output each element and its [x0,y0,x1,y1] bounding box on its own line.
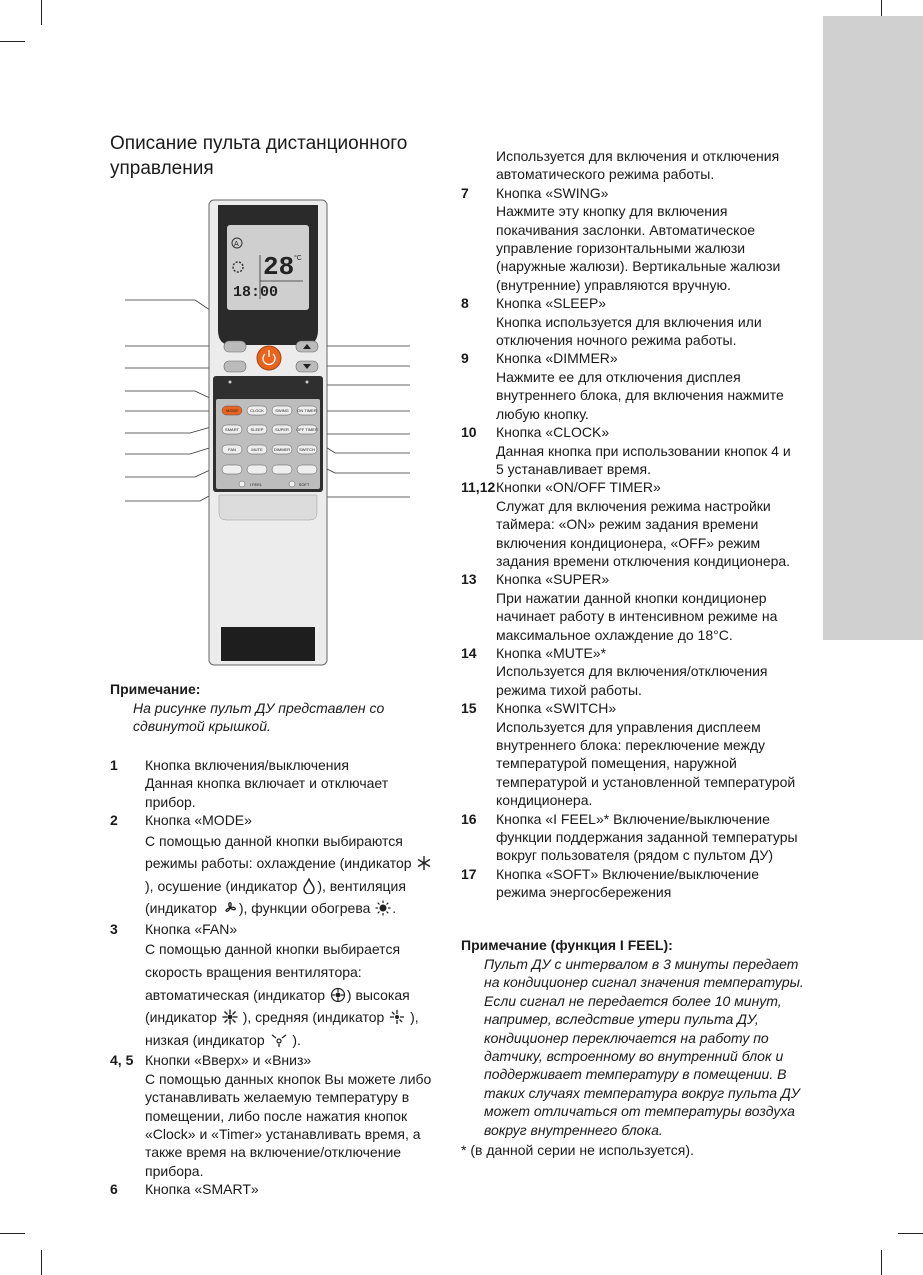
item-label: Кнопка «SLEEP» [496,295,607,312]
note-ifeel-text: Пульт ДУ с интервалом в 3 минуты передает на кондиционер сигнал значения температуры. Если сигнал не передается более 10 минут, например, вследствие утери пульта ДУ, кондиционер переключается на работу по датчику, встроенному во внутренний блок и поддерживает температуру в помещении. В таких случаях температура вокруг пульта ДУ может отличаться от температуры воздуха вокруг внутреннего блока. [484,956,804,1138]
crop-mark [881,1250,882,1275]
list-item [461,865,801,902]
item-label: Кнопки «Вверх» и «Вниз» [145,1052,312,1069]
item-label: Кнопка включения/выключения [145,757,349,773]
snowflake-icon [416,855,432,871]
key-label: I FEEL [249,482,263,487]
item-desc: Используется для управления дисплеем внутреннего блока: переключение между температурой помещения, наружной температурой и установленной температурой кондиционера. [496,718,796,809]
list-item [461,184,801,294]
key-label: MUTE [251,447,263,452]
crop-mark [41,0,42,25]
remote-illustration [120,195,415,670]
key-label: SWING [275,408,289,413]
item-label: Кнопки «ON/OFF TIMER» [496,479,661,496]
list-item [110,920,440,1051]
item-number: 13 [461,571,477,588]
list-item [110,811,440,920]
item-label: Кнопка «SMART» [145,1181,259,1198]
items-list-left [110,756,440,1199]
note-text: На рисунке пульт ДУ представлен со сдвинутой крышкой. [133,700,385,735]
list-item [461,423,801,478]
item-label: Кнопка «SOFT» Включение/выключение режима энергосбережения [496,865,760,901]
key-label: SWITCH [299,447,315,452]
key-label: MODE [226,408,238,413]
item-desc: Кнопка используется для включения или отключения ночного режима работы. [496,313,762,349]
key-label: SUPER [275,427,289,432]
crop-mark [898,1233,923,1234]
item-desc: Используется для включения и отключения автоматического режима работы. [496,148,780,183]
crop-mark [0,1233,25,1234]
sun-icon [375,900,391,916]
item-label: Кнопка «CLOCK» [496,424,610,441]
item-desc: С помощью данной кнопки выбирается скорость вращения вентилятора: автоматическая (индикатор ) высокая (индикатор ), средняя (индикатор ), низкая (индикатор ). [145,941,419,1048]
fan-medium-icon [389,1009,405,1025]
item-desc: Нажмите ее для отключения дисплея внутреннего блока, для включения нажмите любую кнопку. [496,368,784,422]
item-label: Кнопка «FAN» [145,921,238,937]
item-number: 14 [461,644,477,661]
note-ifeel-heading: Примечание (функция I FEEL): [461,937,673,953]
item-desc: Данная кнопка включает и отключает прибор. [145,775,389,810]
item-number: 2 [110,812,118,829]
drop-icon [302,878,316,894]
key-label: CLOCK [250,408,264,413]
list-item [461,294,801,349]
item-label: Кнопка «SWING» [496,184,609,201]
key-label: OFF TIMER [296,427,318,432]
item-number: 17 [461,865,477,882]
item-number: 11,12 [461,479,496,496]
list-item [461,810,801,865]
key-label: ON TIMER [297,408,317,413]
lcd-time: 18:00 [233,284,279,301]
item-number: 6 [110,1181,118,1198]
key-label: SMART [225,427,239,432]
list-item [110,1051,440,1180]
lcd-mode-letter: A [234,241,239,248]
power-button [257,346,281,370]
key-label: FAN [228,447,236,452]
item-number: 3 [110,921,118,937]
item-number: 10 [461,424,477,441]
list-item [461,349,801,423]
fan-low-icon [270,1032,288,1048]
item-desc: С помощью данной кнопки выбираются режимы работы: охлаждение (индикатор ), осушение (индикатор ), вентиляция (индикатор ), функции обогрева . [145,830,440,920]
item-label: Кнопка «MODE» [145,812,252,829]
item-desc: Нажмите эту кнопку для включения покачивания заслонки. Автоматическое управление горизонтальными жалюзи (наружные жалюзи). Вертикальные жалюзи (внутренние) управляются вручную. [496,203,781,293]
item-number: 8 [461,295,469,312]
crop-mark [41,1250,42,1275]
side-tab [823,16,923,640]
fan-icon [222,900,238,916]
list-item [461,699,801,809]
ir-window [221,627,315,661]
list-item [110,756,440,811]
list-item [461,147,801,184]
note-heading: Примечание: [110,681,201,697]
item-label: Кнопка «SUPER» [496,571,610,588]
crop-mark [0,41,25,42]
item-number: 1 [110,757,118,773]
item-number: 16 [461,810,477,827]
item-label: Кнопка «SWITCH» [496,700,617,717]
item-number: 9 [461,350,469,367]
item-label: Кнопка «DIMMER» [496,350,618,367]
item-desc: Используется для включения/отключения режима тихой работы. [496,663,768,698]
footnote: * (в данной серии не используется). [461,1142,694,1158]
item-desc: Данная кнопка при использовании кнопок 4 и 5 устанавливает время. [496,442,791,477]
item-number: 4, 5 [110,1052,134,1069]
item-desc: При нажатии данной кнопки кондиционер начинает работу в интенсивном режиме на максимальное охлаждение до 18°С. [496,589,778,643]
key-label: SOFT [298,482,310,487]
page-title: Описание пульта дистанционного управления [110,133,408,179]
lcd-temperature: 28 [263,252,295,282]
fan-auto-icon [330,987,346,1003]
key-label: DIMMER [273,447,291,452]
list-item [461,478,801,570]
item-desc: С помощью данных кнопок Вы можете либо устанавливать желаемую температуру в помещении, либо после нажатия кнопок «Clock» и «Timer» устанавливать время, а также время на включение/отключение прибора. [145,1070,432,1179]
list-item [110,1180,440,1198]
item-label: Кнопка «I FEEL»* Включение/выключение функции поддержания заданной температуры вокруг пользователя (рядом с пультом ДУ) [496,810,798,864]
item-number: 15 [461,700,477,717]
item-label: Кнопка «MUTE»* [496,644,607,661]
item-desc: Служат для включения режима настройки таймера: «ON» режим задания времени включения кондиционера, «OFF» режим задания времени отключения кондиционера. [496,497,791,569]
list-item [461,570,801,644]
item-number: 7 [461,184,469,201]
fan-high-icon [222,1009,238,1025]
list-item [461,644,801,699]
key-label: SLEEP [250,427,264,432]
items-list-right [461,147,801,902]
lcd-temp-unit: °C [294,255,302,262]
